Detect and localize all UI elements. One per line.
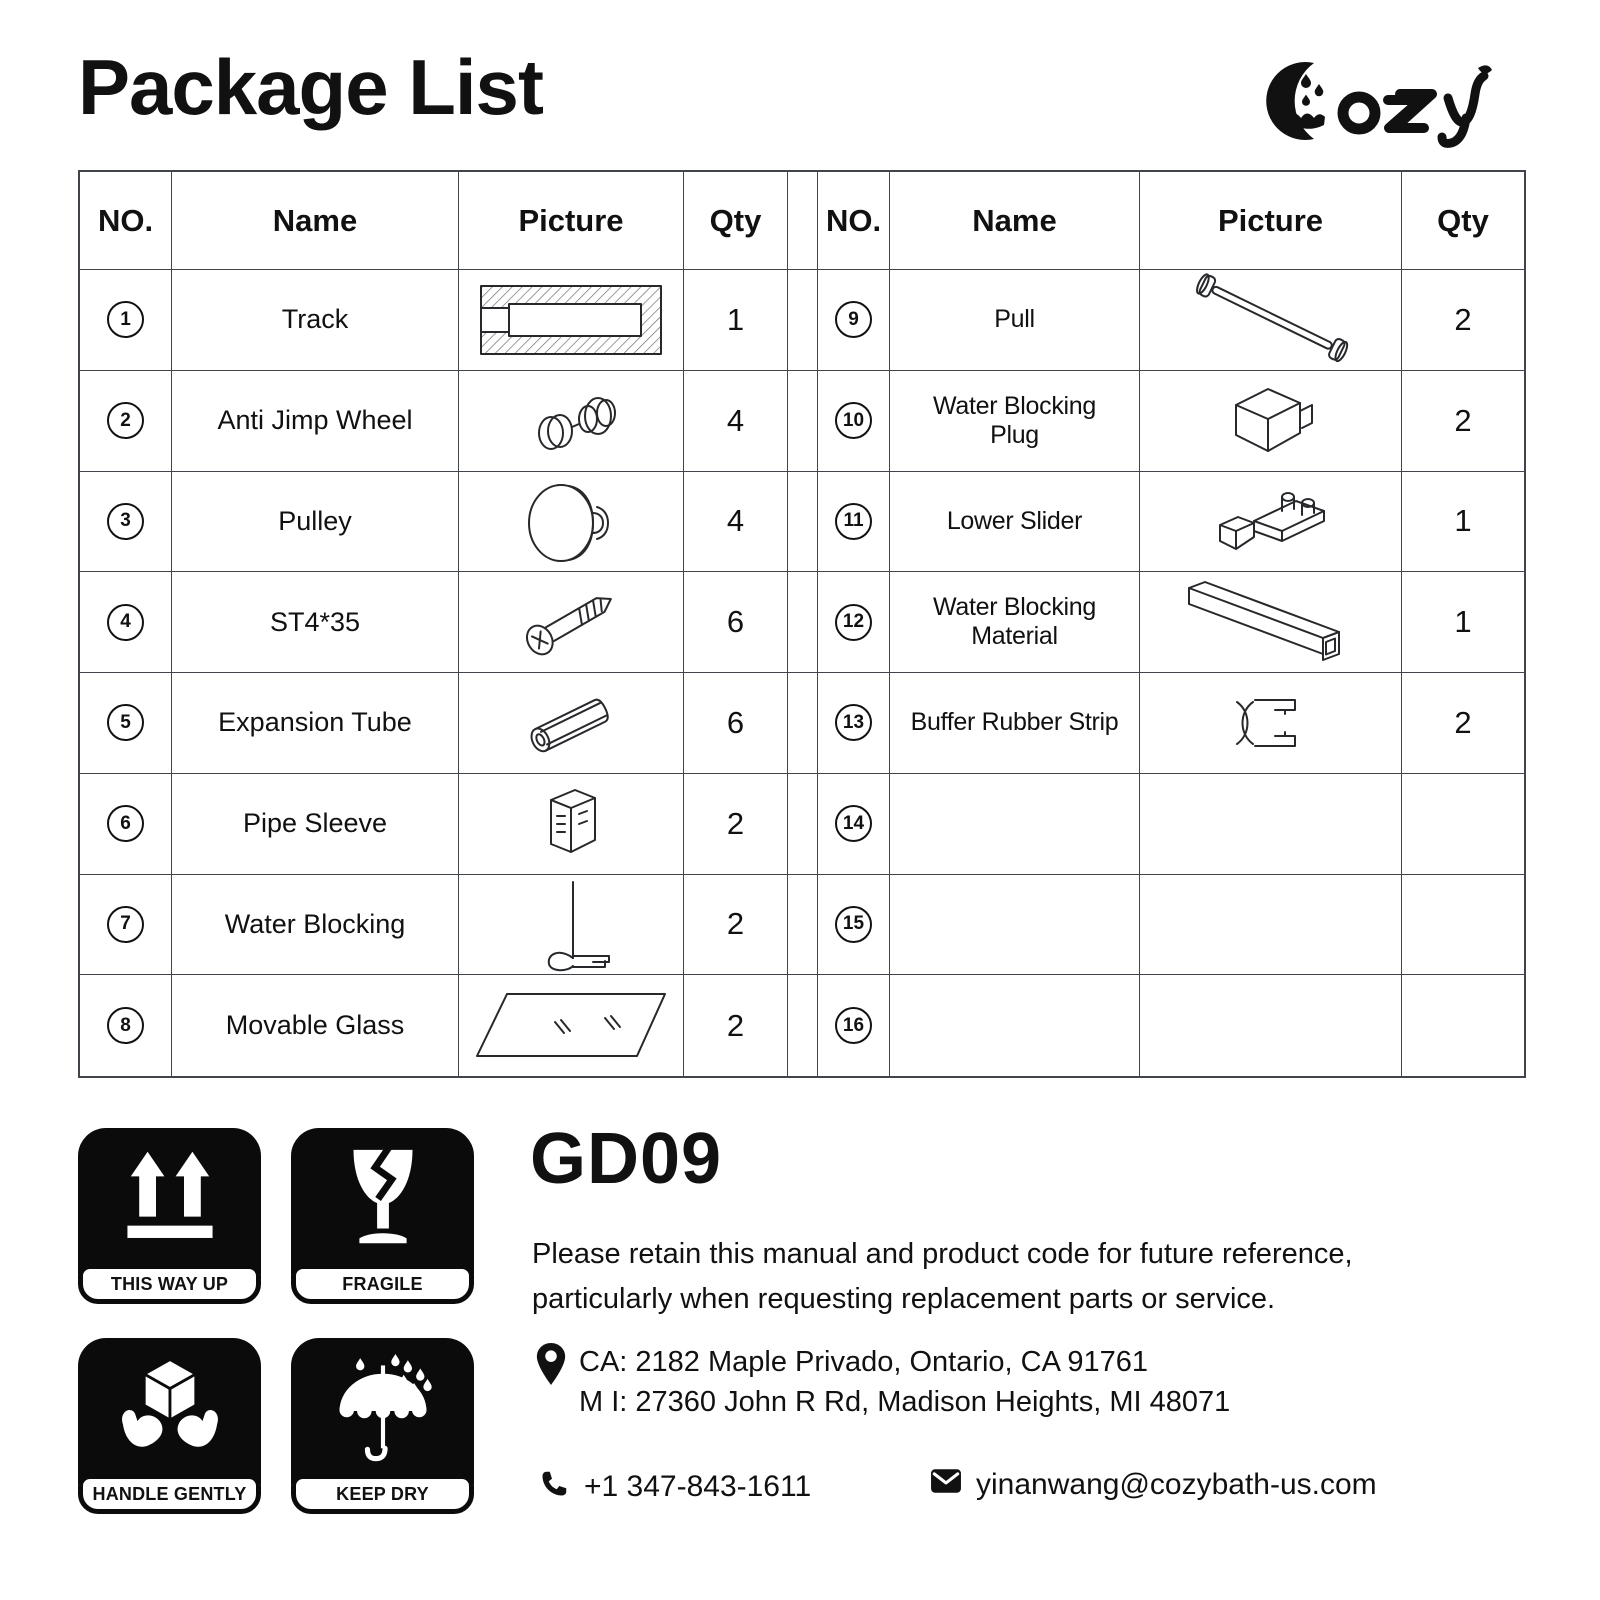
phone-contact — [540, 1468, 811, 1506]
mark-label: KEEP DRY — [291, 1474, 474, 1514]
table-gap — [788, 975, 818, 1076]
mark-keep-dry — [291, 1338, 474, 1514]
row-qty: 2 — [684, 975, 788, 1076]
row-name — [890, 875, 1140, 976]
row-name: Buffer Rubber Strip — [890, 673, 1140, 774]
row-no: 11 — [818, 472, 890, 573]
this-way-up-icon — [78, 1128, 261, 1274]
row-qty — [1402, 875, 1524, 976]
picture-pipe-sleeve — [459, 774, 684, 875]
mark-handle-gently — [78, 1338, 261, 1514]
col-header-qty: Qty — [684, 172, 788, 270]
page-title: Package List — [78, 43, 543, 131]
col-header-no: NO. — [818, 172, 890, 270]
table-gap — [788, 774, 818, 875]
envelope-icon — [930, 1468, 962, 1502]
row-qty: 1 — [684, 270, 788, 371]
row-name: Water Blocking Plug — [890, 371, 1140, 472]
picture-water-blocking-seal — [459, 875, 684, 976]
row-name — [890, 975, 1140, 1076]
row-no: 6 — [80, 774, 172, 875]
row-name: Water Blocking — [172, 875, 459, 976]
row-no: 8 — [80, 975, 172, 1076]
row-qty: 2 — [684, 875, 788, 976]
table-gap — [788, 673, 818, 774]
row-qty — [1402, 975, 1524, 1076]
row-no: 12 — [818, 572, 890, 673]
picture-screw — [459, 572, 684, 673]
row-qty: 4 — [684, 472, 788, 573]
mark-label: HANDLE GENTLY — [78, 1474, 261, 1514]
col-header-picture: Picture — [1140, 172, 1402, 270]
picture-pull-handle — [1140, 270, 1402, 371]
shipping-marks — [78, 1128, 474, 1514]
row-no: 7 — [80, 875, 172, 976]
row-qty: 4 — [684, 371, 788, 472]
handle-gently-icon — [78, 1338, 261, 1484]
mark-label: FRAGILE — [291, 1264, 474, 1304]
picture-empty — [1140, 975, 1402, 1076]
table-gap — [788, 371, 818, 472]
row-no: 15 — [818, 875, 890, 976]
row-name: Water Blocking Material — [890, 572, 1140, 673]
row-name: Pull — [890, 270, 1140, 371]
row-qty: 2 — [684, 774, 788, 875]
row-name: Pipe Sleeve — [172, 774, 459, 875]
picture-empty — [1140, 875, 1402, 976]
col-header-qty: Qty — [1402, 172, 1524, 270]
row-name — [890, 774, 1140, 875]
row-no: 14 — [818, 774, 890, 875]
table-gap — [788, 472, 818, 573]
cozy-logo — [1256, 56, 1496, 153]
retain-note: Please retain this manual and product code for future reference, particularly when requesting replacement parts or service. — [532, 1238, 1353, 1315]
picture-lower-slider — [1140, 472, 1402, 573]
row-no: 5 — [80, 673, 172, 774]
row-name: Track — [172, 270, 459, 371]
row-name: Expansion Tube — [172, 673, 459, 774]
row-qty: 2 — [1402, 270, 1524, 371]
package-table — [78, 170, 1526, 1078]
map-pin-icon — [535, 1342, 567, 1391]
col-header-picture: Picture — [459, 172, 684, 270]
row-no: 9 — [818, 270, 890, 371]
email-contact — [930, 1468, 1377, 1502]
table-gap — [788, 572, 818, 673]
address-line-ca: CA: 2182 Maple Privado, Ontario, CA 91761 — [579, 1346, 1149, 1378]
row-name: Anti Jimp Wheel — [172, 371, 459, 472]
picture-water-blocking-material — [1140, 572, 1402, 673]
picture-anti-jimp-wheel — [459, 371, 684, 472]
row-qty: 1 — [1402, 572, 1524, 673]
email-address: yinanwang@cozybath-us.com — [976, 1468, 1377, 1501]
phone-number: +1 347-843-1611 — [584, 1470, 812, 1503]
phone-icon — [540, 1468, 570, 1506]
table-gap — [788, 172, 818, 270]
table-gap — [788, 875, 818, 976]
mark-this-way-up — [78, 1128, 261, 1304]
picture-water-blocking-plug — [1140, 371, 1402, 472]
row-qty: 2 — [1402, 673, 1524, 774]
col-header-name: Name — [172, 172, 459, 270]
picture-track — [459, 270, 684, 371]
picture-glass-panel — [459, 975, 684, 1076]
mark-label: THIS WAY UP — [78, 1264, 261, 1304]
table-gap — [788, 270, 818, 371]
row-qty: 6 — [684, 572, 788, 673]
fragile-icon — [291, 1128, 474, 1274]
picture-pulley — [459, 472, 684, 573]
row-name: ST4*35 — [172, 572, 459, 673]
row-qty: 1 — [1402, 472, 1524, 573]
row-qty: 6 — [684, 673, 788, 774]
row-no: 1 — [80, 270, 172, 371]
row-name: Lower Slider — [890, 472, 1140, 573]
row-qty: 2 — [1402, 371, 1524, 472]
address-block — [535, 1342, 1230, 1422]
mark-fragile — [291, 1128, 474, 1304]
col-header-no: NO. — [80, 172, 172, 270]
row-no: 3 — [80, 472, 172, 573]
row-no: 13 — [818, 673, 890, 774]
row-qty — [1402, 774, 1524, 875]
picture-empty — [1140, 774, 1402, 875]
row-no: 4 — [80, 572, 172, 673]
row-no: 2 — [80, 371, 172, 472]
address-line-mi: M I: 27360 John R Rd, Madison Heights, MI 48071 — [579, 1386, 1231, 1419]
row-no: 16 — [818, 975, 890, 1076]
row-name: Movable Glass — [172, 975, 459, 1076]
keep-dry-icon — [291, 1338, 474, 1484]
row-no: 10 — [818, 371, 890, 472]
product-code: GD09 — [530, 1119, 723, 1199]
picture-buffer-rubber-strip — [1140, 673, 1402, 774]
picture-expansion-tube — [459, 673, 684, 774]
col-header-name: Name — [890, 172, 1140, 270]
row-name: Pulley — [172, 472, 459, 573]
